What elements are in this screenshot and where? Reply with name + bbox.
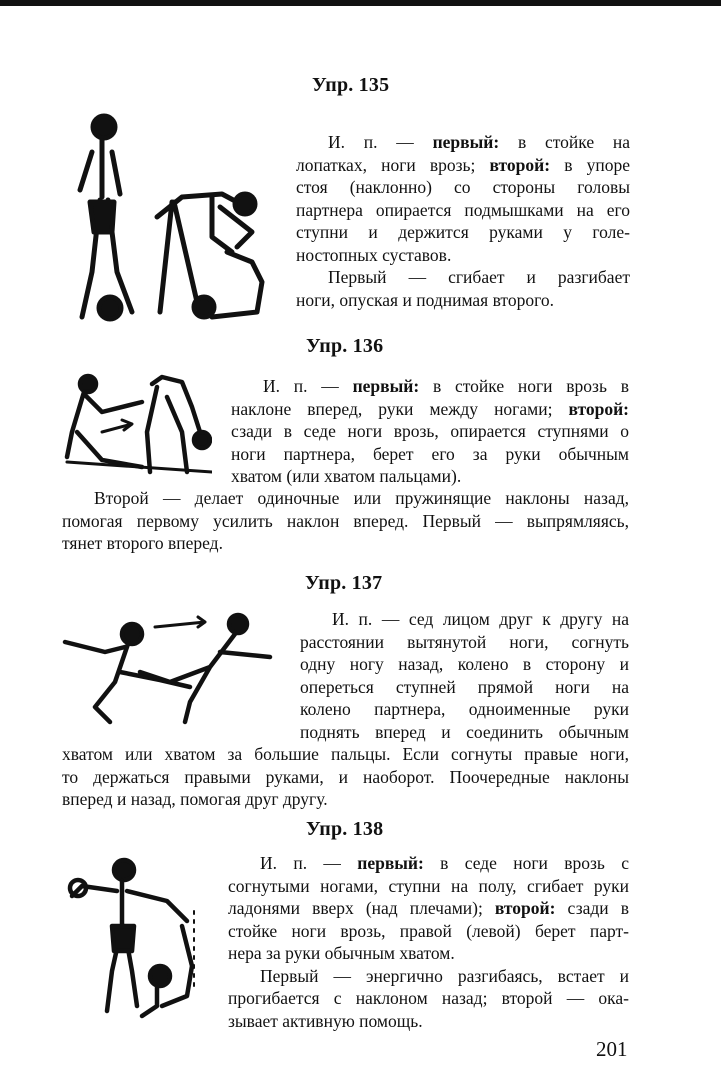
text-line: ноги, опуская и поднимая второго. [296,289,554,310]
text-span: сзади в [555,898,629,918]
text-span: И. п. — [263,376,353,396]
exercise-135-text [296,131,630,311]
exercise-137-text-cont [62,743,629,811]
text-line: ноги партнера, берет его за руки обычным [231,443,629,464]
exercise-135-figure [62,112,277,324]
exercise-137-text [300,608,629,743]
bold-term: первый: [432,132,500,152]
exercise-136-text [231,375,629,488]
text-line: Первый — энергично разгибаясь, встает и [260,965,629,986]
text-span: в стойке на [499,132,630,152]
bold-term: второй: [568,398,629,419]
text-span: наклоне вперед, руки между ногами; [231,398,569,419]
text-line: стоя (наклонно) со стороны головы [296,177,630,197]
exercise-136-figure [62,372,212,482]
exercise-138-figure [62,856,202,1021]
text-line: зывает активную помощь. [228,1010,423,1031]
text-span: ладонями вверх (над плечами); [228,898,495,918]
text-line [228,852,629,875]
text-line: хватом или хватом за большие пальцы. Если согнуты правые ноги, [62,744,629,764]
text-line [231,398,629,421]
text-line: партнера опирается подмышками на его [296,199,630,220]
text-line: нера за руки обычным хватом. [228,943,455,963]
exercise-137-figure [60,612,282,732]
text-line: ступни и держится руками у голе- [296,222,630,242]
text-line [296,154,630,177]
text-line: прогибается с наклоном назад; второй — ока- [228,988,629,1008]
text-span: И. п. — [260,853,358,873]
text-line: согнутыми ногами, ступни на полу, сгибает руки [228,875,629,896]
text-line: И. п. — сед лицом друг к другу на [332,609,629,629]
text-line: помогая первому усилить наклон вперед. Первый — выпрямляясь, [62,510,629,531]
exercise-title: Упр. 137 [305,572,383,594]
text-line: ностопных суставов. [296,244,452,265]
text-span: в седе ноги врозь с [423,853,629,873]
text-span: в упоре [550,154,630,175]
text-line: тянет второго вперед. [62,533,223,553]
top-border [0,0,721,6]
text-line [228,897,629,920]
bold-term: второй: [494,898,556,918]
text-line: Первый — сгибает и разгибает [328,267,630,287]
text-line: вперед и назад, помогая друг другу. [62,789,328,809]
page-number: 201 [596,1037,628,1061]
text-line: опереться ступней прямой ноги на [300,676,629,697]
text-line: расстоянии вытянутой ноги, согнуть [300,631,629,652]
text-line: стойке ноги врозь, правой (левой) берет парт- [228,920,629,941]
text-line: сзади в седе ноги врозь, опирается ступнями о [231,421,629,441]
bold-term: первый: [357,853,424,873]
text-line [231,375,629,398]
text-span: лопатках, ноги врозь; [296,154,490,175]
exercise-136-text-cont [62,487,629,555]
text-span: И. п. — [328,132,433,152]
exercise-title: Упр. 136 [306,335,384,357]
exercise-138-text [228,852,629,1032]
text-line [296,131,630,154]
exercise-title: Упр. 135 [312,74,390,96]
text-line: то держаться правыми руками, и наоборот. Поочередные наклоны [62,766,629,787]
text-line: одну ногу назад, колено в сторону и [300,654,629,674]
text-line: колено партнера, одноименные руки [300,699,629,719]
exercise-title: Упр. 138 [306,818,384,840]
text-line: Второй — делает одиночные или пружинящие наклоны назад, [94,488,629,508]
bold-term: первый: [352,376,420,396]
text-line: поднять вперед и соединить обычным [300,721,629,742]
text-span: в стойке ноги врозь в [419,376,629,396]
text-line: хватом (или хватом пальцами). [231,466,462,486]
bold-term: второй: [489,154,551,175]
